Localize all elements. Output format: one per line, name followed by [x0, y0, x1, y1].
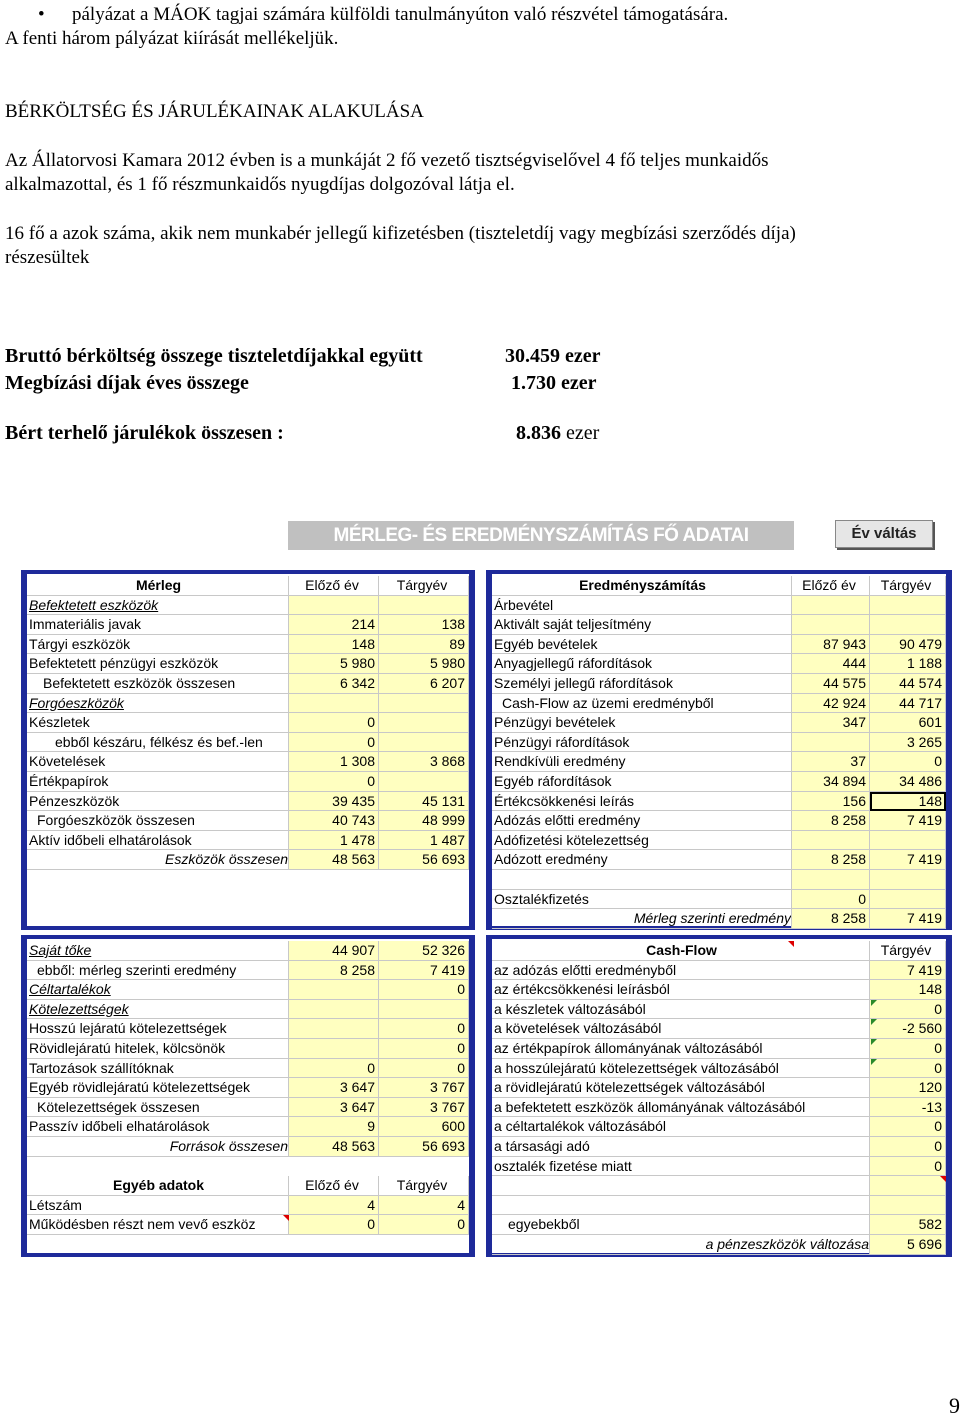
- row-label[interactable]: Adófizetési kötelezettség: [492, 831, 792, 851]
- paragraph-1-line-1: Az Állatorvosi Kamara 2012 évben is a munkáját 2 fő vezető tisztségviselővel 4 fő teljes munkaidős: [5, 150, 769, 171]
- comment-marker[interactable]: [788, 941, 794, 947]
- table-row: [27, 1098, 469, 1118]
- table-row: [492, 909, 946, 929]
- sheet-title: MÉRLEG- ÉS EREDMÉNYSZÁMÍTÁS FŐ ADATAI: [288, 521, 794, 550]
- table-row: [492, 1098, 946, 1118]
- cashflow-panel: [486, 935, 952, 1257]
- column-header: Tárgyév: [379, 576, 469, 596]
- cell-value[interactable]: -2 560: [870, 1019, 946, 1039]
- row-label[interactable]: Egyéb bevételek: [492, 635, 792, 655]
- table-row: [27, 1000, 469, 1020]
- table-row: [492, 870, 946, 890]
- cell-value[interactable]: 0: [379, 1039, 469, 1059]
- cell-value[interactable]: 0: [379, 980, 469, 1000]
- row-label[interactable]: Értékcsökkenési leírás: [492, 792, 792, 812]
- table-row: [27, 1215, 469, 1235]
- row-label[interactable]: a befektetett eszközök állományának változásából: [492, 1098, 870, 1118]
- paragraph-1-line-2: alkalmazottal, és 1 fő részmunkaidős nyugdíjas dolgozóval látja el.: [5, 174, 515, 195]
- row-label[interactable]: ebből készáru, félkész és bef.-len: [27, 733, 289, 753]
- table-row: [27, 1078, 469, 1098]
- row-label[interactable]: Befektetett pénzügyi eszközök: [27, 654, 289, 674]
- row-label[interactable]: Osztalékfizetés: [492, 890, 792, 910]
- cell-value[interactable]: -13: [870, 1098, 946, 1118]
- cell-value[interactable]: 600: [379, 1117, 469, 1137]
- merleg-table: [27, 574, 469, 926]
- column-header: Tárgyév: [870, 941, 946, 961]
- column-header: Tárgyév: [870, 576, 946, 596]
- cell-value[interactable]: [289, 1000, 379, 1020]
- table-row: [27, 713, 469, 733]
- cell-value[interactable]: 3 647: [289, 1098, 379, 1118]
- cell-value[interactable]: 4: [289, 1196, 379, 1216]
- eredmeny-panel: [486, 570, 952, 930]
- comment-marker[interactable]: [283, 1215, 289, 1221]
- cell-value[interactable]: 6 207: [379, 674, 469, 694]
- page-number: 9: [949, 1393, 960, 1418]
- cell-value[interactable]: 34 894: [792, 772, 870, 792]
- cell-value[interactable]: 34 486: [870, 772, 946, 792]
- row-label[interactable]: a hosszúlejáratú kötelezettségek változásából: [492, 1059, 870, 1079]
- cell-value[interactable]: [792, 615, 870, 635]
- table-row: [492, 596, 946, 616]
- contrib-label: Bért terhelő járulékok összesen :: [5, 422, 284, 444]
- cell-value[interactable]: [792, 831, 870, 851]
- table-row: [27, 772, 469, 792]
- cell-value[interactable]: 1 188: [870, 654, 946, 674]
- row-label[interactable]: Egyéb ráfordítások: [492, 772, 792, 792]
- cell-value[interactable]: 0: [870, 1137, 946, 1157]
- year-switch-button[interactable]: Év váltás: [835, 520, 933, 548]
- table-row: [27, 635, 469, 655]
- error-indicator[interactable]: [871, 1039, 877, 1045]
- table-row: [492, 1176, 946, 1196]
- table-row: [492, 615, 946, 635]
- cell-value[interactable]: 5 980: [289, 654, 379, 674]
- cell-value[interactable]: [870, 831, 946, 851]
- cell-value[interactable]: 0: [870, 1117, 946, 1137]
- cell-value[interactable]: 3 265: [870, 733, 946, 753]
- cell-value[interactable]: 44 574: [870, 674, 946, 694]
- table-row: [492, 635, 946, 655]
- cell-value[interactable]: 48 563: [289, 1137, 379, 1157]
- row-label[interactable]: Pénzügyi bevételek: [492, 713, 792, 733]
- table-row: [492, 772, 946, 792]
- row-label[interactable]: Kötelezettségek: [27, 1000, 289, 1020]
- cell-value[interactable]: [289, 980, 379, 1000]
- cell-value[interactable]: 0: [289, 1215, 379, 1235]
- row-label[interactable]: Létszám: [27, 1196, 289, 1216]
- contrib-value: 8.836 ezer: [516, 422, 600, 444]
- table-row: [492, 792, 946, 812]
- table-row: [492, 1019, 946, 1039]
- cell-value[interactable]: 1 478: [289, 831, 379, 851]
- cell-value[interactable]: 89: [379, 635, 469, 655]
- row-label[interactable]: Befektetett eszközök: [27, 596, 289, 616]
- comment-marker[interactable]: [940, 1176, 946, 1182]
- cell-value[interactable]: [289, 1039, 379, 1059]
- row-label[interactable]: az adózás előtti eredményből: [492, 961, 870, 981]
- cell-value[interactable]: [792, 596, 870, 616]
- column-header: Mérleg: [27, 576, 289, 596]
- table-row: [27, 1039, 469, 1059]
- cell-value[interactable]: 3 647: [289, 1078, 379, 1098]
- cell-value[interactable]: 9: [289, 1117, 379, 1137]
- cell-value[interactable]: 0: [379, 1215, 469, 1235]
- cell-value[interactable]: 5 696: [870, 1235, 946, 1255]
- column-header: Előző év: [289, 1176, 379, 1196]
- cell-value[interactable]: 42 924: [792, 694, 870, 714]
- row-label[interactable]: Rövidlejáratú hitelek, kölcsönök: [27, 1039, 289, 1059]
- row-label[interactable]: osztalék fizetése miatt: [492, 1157, 870, 1177]
- header-row: [27, 576, 469, 596]
- table-row: [27, 792, 469, 812]
- fees-value: 1.730 ezer: [511, 372, 597, 394]
- section-heading: BÉRKÖLTSÉG ÉS JÁRULÉKAINAK ALAKULÁSA: [5, 101, 424, 122]
- column-header: Előző év: [289, 576, 379, 596]
- header-row: [492, 576, 946, 596]
- cell-value[interactable]: 444: [792, 654, 870, 674]
- table-row: [27, 811, 469, 831]
- cell-value[interactable]: 120: [870, 1078, 946, 1098]
- row-label[interactable]: Értékpapírok: [27, 772, 289, 792]
- row-label[interactable]: Mérleg szerinti eredmény: [492, 909, 792, 929]
- table-row: [27, 1117, 469, 1137]
- merleg-panel: [21, 570, 475, 930]
- eredmeny-table: [492, 574, 946, 926]
- cell-value[interactable]: [792, 733, 870, 753]
- row-label[interactable]: Forgóeszközök: [27, 694, 289, 714]
- header-row: [492, 941, 946, 961]
- cell-value[interactable]: 0: [870, 1157, 946, 1177]
- row-label[interactable]: ebből: mérleg szerinti eredmény: [27, 961, 289, 981]
- cashflow-table: [492, 939, 946, 1253]
- cell-value[interactable]: 90 479: [870, 635, 946, 655]
- cell-value[interactable]: 0: [870, 752, 946, 772]
- cell-value[interactable]: [379, 733, 469, 753]
- cell-value[interactable]: 0: [870, 1059, 946, 1079]
- cell-value[interactable]: 56 693: [379, 850, 469, 870]
- table-row: [492, 831, 946, 851]
- cell-value[interactable]: 1 487: [379, 831, 469, 851]
- cell-value[interactable]: 0: [870, 1039, 946, 1059]
- cell-value[interactable]: 347: [792, 713, 870, 733]
- cell-value[interactable]: [379, 694, 469, 714]
- row-label[interactable]: Anyagjellegű ráfordítások: [492, 654, 792, 674]
- cell-value[interactable]: [870, 1176, 946, 1196]
- cell-value[interactable]: 0: [289, 772, 379, 792]
- table-row: [27, 596, 469, 616]
- row-label[interactable]: a rövidlejáratú kötelezettségek változásából: [492, 1078, 870, 1098]
- cell-value[interactable]: 39 435: [289, 792, 379, 812]
- table-row: [27, 1019, 469, 1039]
- table-row: [492, 752, 946, 772]
- row-label[interactable]: [492, 870, 792, 890]
- table-row: [492, 1235, 946, 1255]
- column-header: Egyéb adatok: [27, 1176, 289, 1196]
- cell-value[interactable]: 3 767: [379, 1098, 469, 1118]
- row-label[interactable]: Céltartalékok: [27, 980, 289, 1000]
- table-row: [492, 1078, 946, 1098]
- cell-value[interactable]: 148: [870, 980, 946, 1000]
- row-label[interactable]: Kötelezettségek összesen: [27, 1098, 289, 1118]
- row-label[interactable]: egyebekből: [492, 1215, 870, 1235]
- row-label[interactable]: Adózott eredmény: [492, 850, 792, 870]
- row-label[interactable]: Követelések: [27, 752, 289, 772]
- cell-value[interactable]: 48 563: [289, 850, 379, 870]
- row-label[interactable]: Befektetett eszközök összesen: [27, 674, 289, 694]
- row-label[interactable]: Működésben részt nem vevő eszköz: [27, 1215, 289, 1235]
- table-row: [492, 1039, 946, 1059]
- row-label[interactable]: Aktivált saját teljesítmény: [492, 615, 792, 635]
- row-label[interactable]: a céltartalékok változásából: [492, 1117, 870, 1137]
- cell-value[interactable]: 48 999: [379, 811, 469, 831]
- cell-value[interactable]: 3 868: [379, 752, 469, 772]
- paragraph-2-line-2: részesültek: [5, 247, 90, 268]
- cell-value[interactable]: 156: [792, 792, 870, 812]
- cell-value[interactable]: 8 258: [792, 850, 870, 870]
- row-label[interactable]: [492, 1196, 870, 1216]
- row-label[interactable]: Passzív időbeli elhatárolások: [27, 1117, 289, 1137]
- row-label[interactable]: Árbevétel: [492, 596, 792, 616]
- table-row: [27, 674, 469, 694]
- column-header: Cash-Flow: [492, 941, 870, 961]
- cell-value[interactable]: 148: [289, 635, 379, 655]
- cell-value[interactable]: 601: [870, 713, 946, 733]
- table-row: [27, 1059, 469, 1079]
- row-label[interactable]: Hosszú lejáratú kötelezettségek: [27, 1019, 289, 1039]
- cell-value[interactable]: 0: [870, 1000, 946, 1020]
- row-label[interactable]: [492, 1176, 870, 1196]
- attachment-note: A fenti három pályázat kiírását mellékeljük.: [5, 28, 339, 49]
- row-label[interactable]: Forgóeszközök összesen: [27, 811, 289, 831]
- table-row: [27, 1137, 469, 1157]
- cell-value[interactable]: [870, 890, 946, 910]
- table-row: [492, 1157, 946, 1177]
- table-row: [492, 654, 946, 674]
- cell-value[interactable]: 8 258: [792, 811, 870, 831]
- row-label[interactable]: Saját tőke: [27, 941, 289, 961]
- row-label[interactable]: az értékcsökkenési leírásból: [492, 980, 870, 1000]
- cell-value[interactable]: 6 342: [289, 674, 379, 694]
- row-label[interactable]: Aktív időbeli elhatárolások: [27, 831, 289, 851]
- bullet-dot: •: [38, 4, 45, 25]
- cell-value[interactable]: 138: [379, 615, 469, 635]
- row-label[interactable]: Rendkívüli eredmény: [492, 752, 792, 772]
- row-label[interactable]: Eszközök összesen: [27, 850, 289, 870]
- cell-value[interactable]: 37: [792, 752, 870, 772]
- table-row: [492, 1059, 946, 1079]
- cell-value[interactable]: 4: [379, 1196, 469, 1216]
- forrasok-panel: [21, 935, 475, 1257]
- cell-value[interactable]: 40 743: [289, 811, 379, 831]
- table-row: [492, 890, 946, 910]
- cell-value[interactable]: 148: [870, 792, 946, 812]
- table-row: [492, 1000, 946, 1020]
- error-indicator[interactable]: [871, 1059, 877, 1065]
- row-label[interactable]: Adózás előtti eredmény: [492, 811, 792, 831]
- cell-value[interactable]: [289, 1019, 379, 1039]
- row-label[interactable]: Immateriális javak: [27, 615, 289, 635]
- bullet-text: pályázat a MÁOK tagjai számára külföldi tanulmányúton való részvétel támogatására.: [72, 4, 729, 25]
- table-row: [27, 654, 469, 674]
- table-row: [492, 980, 946, 1000]
- row-label[interactable]: a társasági adó: [492, 1137, 870, 1157]
- cell-value[interactable]: 0: [792, 890, 870, 910]
- cell-value[interactable]: 582: [870, 1215, 946, 1235]
- table-row: [492, 961, 946, 981]
- column-header: Előző év: [792, 576, 870, 596]
- cell-value[interactable]: 87 943: [792, 635, 870, 655]
- table-row: [27, 941, 469, 961]
- cell-value[interactable]: 52 326: [379, 941, 469, 961]
- table-row: [27, 831, 469, 851]
- row-label[interactable]: a követelések változásából: [492, 1019, 870, 1039]
- error-indicator[interactable]: [871, 1019, 877, 1025]
- cell-value[interactable]: 7 419: [379, 961, 469, 981]
- paragraph-2-line-1: 16 fő a azok száma, akik nem munkabér jellegű kifizetésben (tiszteletdíj vagy megbízási szerződés díja): [5, 223, 796, 244]
- table-row: [27, 980, 469, 1000]
- cell-value[interactable]: 44 907: [289, 941, 379, 961]
- gross-label: Bruttó bérköltség összege tiszteletdíjakkal együtt: [5, 345, 423, 367]
- cell-value[interactable]: [289, 694, 379, 714]
- forrasok-table: [27, 939, 469, 1253]
- table-row: [492, 811, 946, 831]
- row-label[interactable]: Pénzügyi ráfordítások: [492, 733, 792, 753]
- row-label[interactable]: Tartozások szállítóknak: [27, 1059, 289, 1079]
- cell-value[interactable]: 8 258: [289, 961, 379, 981]
- cell-value[interactable]: 0: [289, 713, 379, 733]
- table-row: [492, 1137, 946, 1157]
- cell-value[interactable]: 7 419: [870, 850, 946, 870]
- cell-value[interactable]: 56 693: [379, 1137, 469, 1157]
- cell-value[interactable]: [379, 713, 469, 733]
- gross-value: 30.459 ezer: [505, 345, 601, 367]
- row-label[interactable]: Cash-Flow az üzemi eredményből: [492, 694, 792, 714]
- cell-value[interactable]: 44 575: [792, 674, 870, 694]
- table-row: [27, 615, 469, 635]
- cell-value[interactable]: [379, 596, 469, 616]
- row-label[interactable]: Személyi jellegű ráfordítások: [492, 674, 792, 694]
- fees-label: Megbízási díjak éves összege: [5, 372, 249, 394]
- row-label[interactable]: Pénzeszközök: [27, 792, 289, 812]
- cell-value[interactable]: 8 258: [792, 909, 870, 929]
- cell-value[interactable]: [870, 870, 946, 890]
- cell-value[interactable]: 3 767: [379, 1078, 469, 1098]
- table-row: [492, 674, 946, 694]
- cell-value[interactable]: 45 131: [379, 792, 469, 812]
- table-row: [27, 850, 469, 870]
- column-header: Tárgyév: [379, 1176, 469, 1196]
- cell-value[interactable]: [870, 596, 946, 616]
- error-indicator[interactable]: [871, 1000, 877, 1006]
- cell-value[interactable]: 0: [379, 1019, 469, 1039]
- cell-value[interactable]: 5 980: [379, 654, 469, 674]
- cell-value[interactable]: [870, 615, 946, 635]
- cell-value[interactable]: [379, 1000, 469, 1020]
- table-row: [492, 1215, 946, 1235]
- table-row: [27, 694, 469, 714]
- table-row: [27, 733, 469, 753]
- row-label[interactable]: a készletek változásából: [492, 1000, 870, 1020]
- cell-value[interactable]: [792, 870, 870, 890]
- header-row: [27, 1176, 469, 1196]
- cell-value[interactable]: [379, 772, 469, 792]
- table-row: [492, 1196, 946, 1216]
- row-label[interactable]: Tárgyi eszközök: [27, 635, 289, 655]
- cell-value[interactable]: 7 419: [870, 961, 946, 981]
- cell-value[interactable]: 7 419: [870, 909, 946, 929]
- row-label[interactable]: Készletek: [27, 713, 289, 733]
- table-row: [492, 850, 946, 870]
- cell-value[interactable]: 7 419: [870, 811, 946, 831]
- row-label[interactable]: a pénzeszközök változása: [492, 1235, 870, 1255]
- cell-value[interactable]: 44 717: [870, 694, 946, 714]
- cell-value[interactable]: 0: [289, 733, 379, 753]
- table-row: [492, 1117, 946, 1137]
- row-label[interactable]: Források összesen: [27, 1137, 289, 1157]
- cell-value[interactable]: 214: [289, 615, 379, 635]
- row-label[interactable]: Egyéb rövidlejáratú kötelezettségek: [27, 1078, 289, 1098]
- cell-value[interactable]: [289, 596, 379, 616]
- table-row: [492, 733, 946, 753]
- cell-value[interactable]: [870, 1196, 946, 1216]
- table-row: [27, 961, 469, 981]
- table-row: [492, 713, 946, 733]
- cell-value[interactable]: 0: [289, 1059, 379, 1079]
- cell-value[interactable]: 0: [379, 1059, 469, 1079]
- table-row: [27, 1196, 469, 1216]
- cell-value[interactable]: 1 308: [289, 752, 379, 772]
- table-row: [492, 694, 946, 714]
- table-row: [27, 752, 469, 772]
- column-header: Eredményszámítás: [492, 576, 792, 596]
- row-label[interactable]: az értékpapírok állományának változásából: [492, 1039, 870, 1059]
